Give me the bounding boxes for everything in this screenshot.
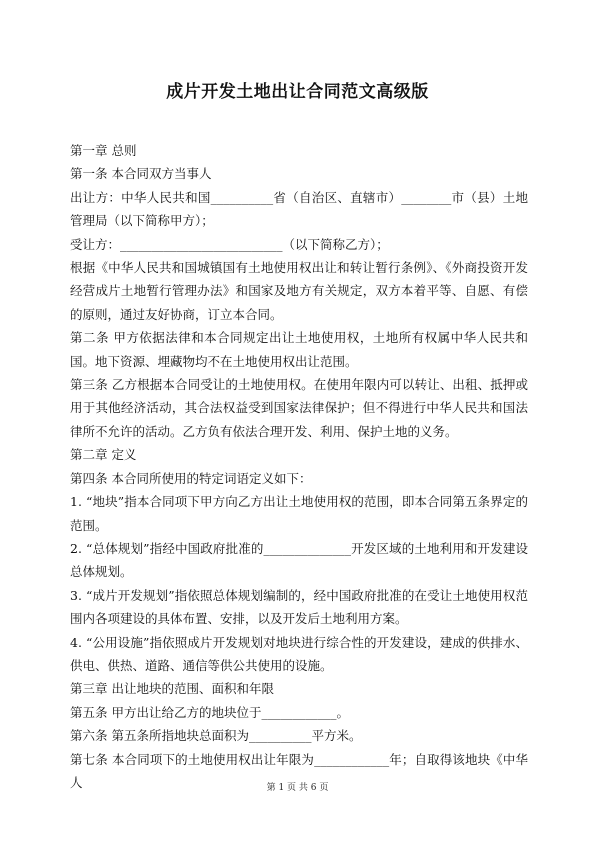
paragraph: 受让方：__________________________（以下简称乙方）；	[70, 236, 389, 252]
definition-item: 4. “公用设施”指依照成片开发规划对地块进行综合性的开发建设，建成的供排水、供电、供热、道路、通信等供公共使用的设施。	[70, 634, 528, 673]
paragraph: 根据《中华人民共和国城镇国有土地使用权出让和转让暂行条例》、《外商投资开发经营成片土地暂行管理办法》和国家及地方有关规定，双方本着平等、自愿、有偿的原则，通过友好协商，订立本合同。	[70, 260, 528, 322]
paragraph: 第二条 甲方依据法律和本合同规定出让土地使用权，土地所有权属中华人民共和国。地下资源、埋藏物均不在土地使用权出让范围。	[70, 330, 528, 369]
article-heading: 第一条 本合同双方当事人	[70, 166, 212, 182]
definition-item: 2. “总体规划”指经中国政府批准的______________开发区域的土地利用和开发建设总体规划。	[70, 540, 528, 580]
paragraph: 第五条 甲方出让给乙方的地块位于____________。	[70, 704, 349, 720]
definition-item: 3. “成片开发规划”指依照总体规划编制的，经中国政府批准的在受让土地使用权范围内各项建设的具体布置、安排，以及开发后土地利用方案。	[70, 587, 528, 627]
paragraph: 第三条 乙方根据本合同受让的土地使用权。在使用年限内可以转让、出租、抵押或用于其他经济活动，其合法权益受到国家法律保护；但不得进行中华人民共和国法律所不允许的活动。乙方负有依法合理开发、利用、保护土地的义务。	[70, 377, 528, 439]
paragraph: 第六条 第五条所指地块总面积为__________平方米。	[70, 728, 362, 744]
paragraph: 第七条 本合同项下的土地使用权出让年限为____________年；自取得该地块《中华人	[70, 751, 528, 790]
paragraph: 出让方：中华人民共和国__________省（自治区、直辖市）________市（县）土地管理局（以下简称甲方）；	[70, 189, 528, 229]
definition-item: 1. “地块”指本合同项下甲方向乙方出让土地使用权的范围，即本合同第五条界定的范围。	[70, 494, 528, 533]
document-title: 成片开发土地出让合同范文高级版	[166, 82, 429, 102]
page-footer: 第 1 页 共 6 页	[266, 783, 329, 793]
chapter-heading: 第二章 定义	[70, 447, 137, 463]
document-body	[70, 139, 528, 794]
paragraph: 第四条 本合同所使用的特定词语定义如下：	[70, 470, 312, 486]
chapter-heading: 第三章 出让地块的范围、面积和年限	[70, 681, 274, 697]
chapter-heading: 第一章 总则	[70, 143, 137, 158]
